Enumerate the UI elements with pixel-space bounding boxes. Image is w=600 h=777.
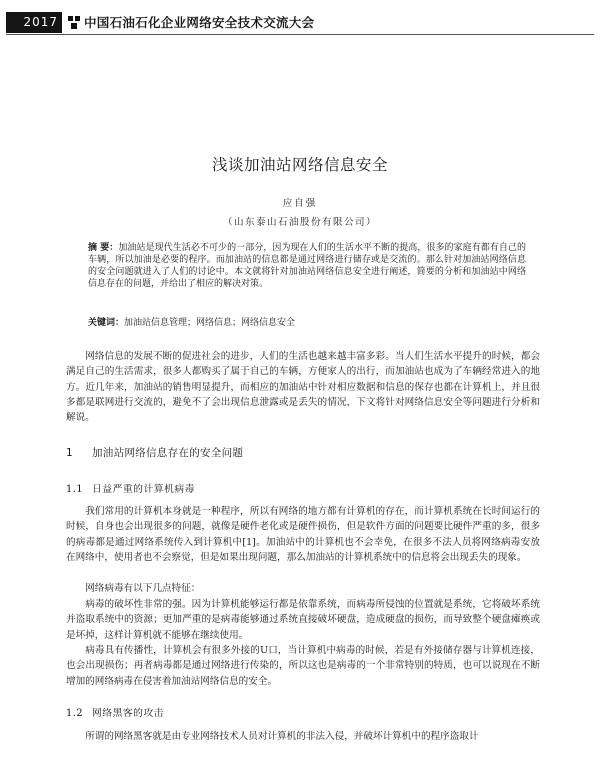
subsection-number: 1.2: [66, 708, 84, 719]
keywords-text: 加油站信息管理；网络信息；网络信息安全: [124, 318, 296, 328]
abstract-label: 摘 要：: [88, 243, 119, 253]
paragraph: 病毒的破坏性非常的强。因为计算机能够运行都是依靠系统，而病毒所侵蚀的位置就是系统，它将破坏系统并盗取系统中的资源；更加严重的是病毒能够通过系统直接破坏硬盘，造成硬盘的损伤，而导致整个硬盘瘫痪或是坏掉，这样计算机就不能够在继续使用。: [66, 599, 540, 641]
section-heading-1: [66, 445, 243, 460]
paper-title: 浅谈加油站网络信息安全: [211, 156, 388, 174]
section-number: 1: [66, 447, 73, 459]
subsection-heading-1-2: [66, 705, 164, 719]
section-title: 加油站网络信息存在的安全问题: [92, 447, 244, 459]
abstract-text: 加油站是现代生活必不可少的一部分，因为现在人们的生活水平不断的提高，很多的家庭有都有自己的车辆，所以加油是必要的程序。而加油站的信息都是通过网络进行储存或是交流的。那么针对加油站网络信息的安全问题就进入了人们的讨论中。本文就将针对加油站网络信息安全进行阐述，简要的分析和加油站中网络信息存在的问题，并给出了相应的解决对策。: [88, 243, 526, 289]
conference-title: 中国石油石化企业网络安全技术交流大会: [84, 15, 315, 30]
subsection-number: 1.1: [66, 484, 84, 495]
paragraph: 病毒具有传播性，计算机会有很多外接的U口，当计算机中病毒的时候，若是有外接储存器与计算机连接，也会出现损伤；再者病毒都是通过网络进行传染的，所以这也是病毒的一个非常特别的特质，也可以说现在不断增加的网络病毒在侵害着加油站网络信息的安全。: [66, 645, 540, 687]
paragraph: 网络病毒有以下几点特征：: [85, 583, 201, 594]
paragraph: 所谓的网络黑客就是由专业网络技术人员对计算机的非法入侵，并破坏计算机中的程序盗取计: [85, 731, 479, 742]
paragraph: 我们常用的计算机本身就是一种程序，所以有网络的地方都有计算机的存在，而计算机系统在长时间运行的时候，自身也会出现很多的问题，就像是硬件老化或是硬件损伤，但是软件方面的问题要比硬件严重的多，很多的病毒都是通过网络系统传入到计算机中[1]。加油站中的计算机也不会幸免，在很多不法人员将网络病毒安放在网络中，使用者也不会察觉，但是如果出现问题，那么加油站的计算机系统中的信息将会出现丢失的现象。: [66, 506, 540, 563]
subsection-title: 日益严重的计算机病毒: [92, 484, 195, 495]
keywords: [88, 317, 526, 329]
conference-logo-icon: [68, 16, 80, 29]
author: 应自强: [282, 198, 318, 209]
intro-paragraph: 网络信息的发展不断的促进社会的进步，人们的生活也越来越丰富多彩。当人们生活水平提升的时候，都会满足自己的生活需求，很多人都购买了属于自己的车辆，方便家人的出行，而加油站也成为了车辆经常进入的地方。近几年来，加油站的销售明显提升，而相应的加油站中针对相应数据和信息的保存也都在计算机上，并且很多都是联网进行交流的，避免不了会出现信息泄露或是丢失的情况，下文将针对网络信息安全等问题进行分析和解说。: [66, 351, 540, 424]
header-divider: [6, 34, 594, 35]
subsection-title: 网络黑客的攻击: [92, 708, 165, 719]
abstract: [88, 242, 526, 290]
page-header: [0, 12, 600, 34]
year-badge: 2017: [6, 12, 62, 33]
keywords-label: 关键词：: [88, 318, 125, 328]
subsection-heading-1-1: [66, 481, 195, 495]
affiliation: （山东泰山石油股份有限公司）: [222, 217, 377, 228]
